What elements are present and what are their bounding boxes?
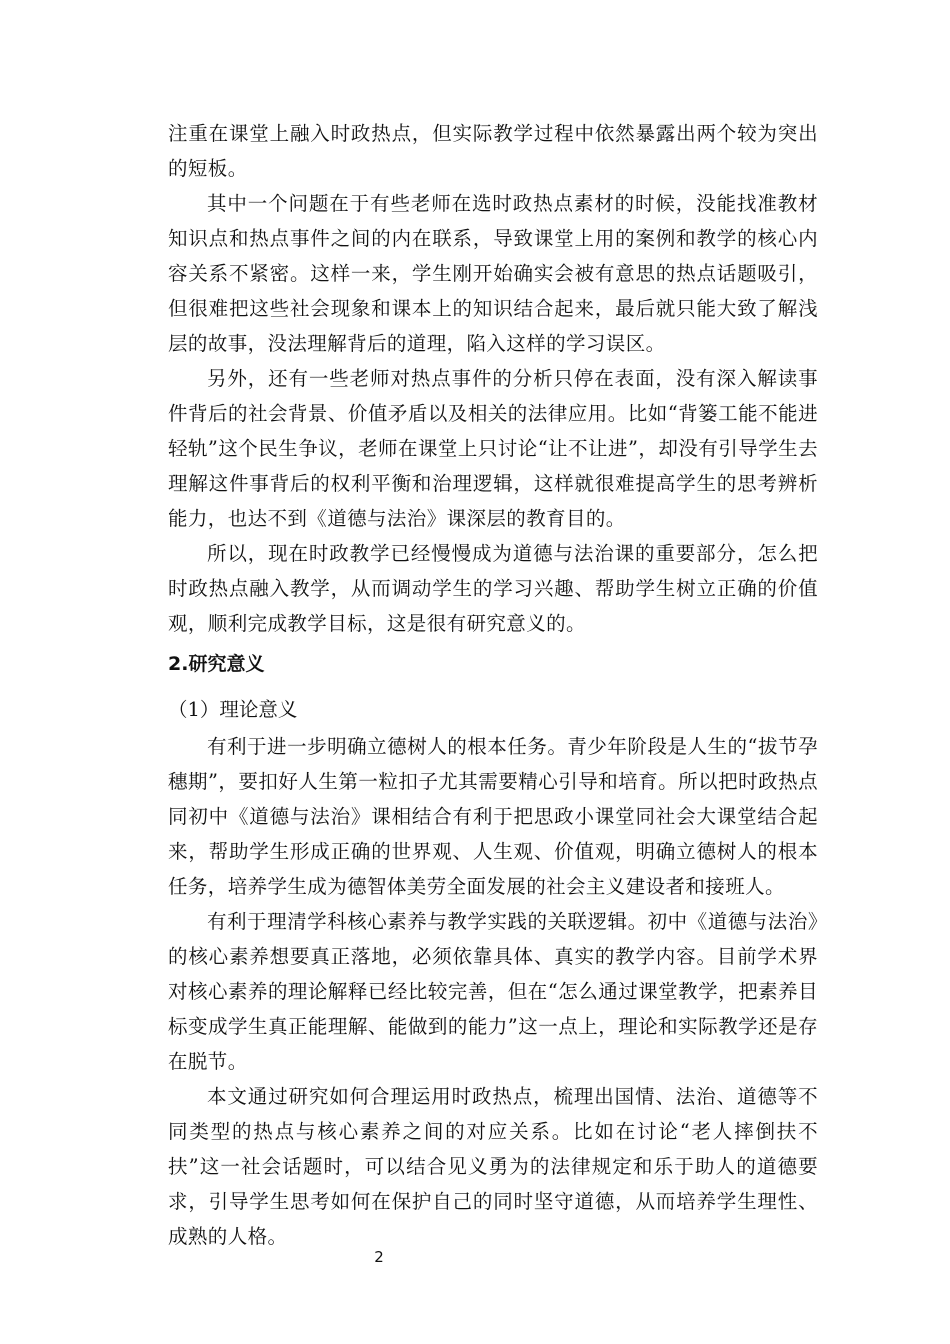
paragraph-conclusion: 所以，现在时政教学已经慢慢成为道德与法治课的重要部分，怎么把时政热点融入教学，从而调动学生的学习兴趣、帮助学生树立正确的价值观，顺利完成教学目标，这是很有研究意义的。 xyxy=(168,542,818,635)
subsection-heading: （1）理论意义 xyxy=(168,698,298,721)
paragraph-theory-three: 本文通过研究如何合理运用时政热点，梳理出国情、法治、道德等不同类型的热点与核心素养之间的对应关系。比如在讨论“老人摔倒扶不扶”这一社会话题时，可以结合见义勇为的法律规定和乐于助人的道德要求，引导学生思考如何在保护自己的同时坚守道德，从而培养学生理性、成熟的人格。 xyxy=(168,1085,818,1248)
page-number: 2 xyxy=(374,1248,384,1266)
paragraph-problem-one: 其中一个问题在于有些老师在选时政热点素材的时候，没能找准教材知识点和热点事件之间的内在联系，导致课堂上用的案例和教学的核心内容关系不紧密。这样一来，学生刚开始确实会被有意思的热点话题吸引，但很难把这些社会现象和课本上的知识结合起来，最后就只能大致了解浅层的故事，没法理解背后的道理，陷入这样的学习误区。 xyxy=(168,192,818,355)
paragraph-theory-two: 有利于理清学科核心素养与教学实践的关联逻辑。初中《道德与法治》的核心素养想要真正落地，必须依靠具体、真实的教学内容。目前学术界对核心素养的理论解释已经比较完善，但在“怎么通过课堂教学，把素养目标变成学生真正能理解、能做到的能力”这一点上，理论和实际教学还是存在脱节。 xyxy=(168,910,818,1073)
paragraph-problem-two: 另外，还有一些老师对热点事件的分析只停在表面，没有深入解读事件背后的社会背景、价值矛盾以及相关的法律应用。比如“背篓工能不能进轻轨”这个民生争议，老师在课堂上只讨论“让不让进”，却没有引导学生去理解这件事背后的权利平衡和治理逻辑，这样就很难提高学生的思考辨析能力，也达不到《道德与法治》课深层的教育目的。 xyxy=(168,367,818,530)
paragraph-theory-one: 有利于进一步明确立德树人的根本任务。青少年阶段是人生的“拔节孕穗期”，要扣好人生第一粒扣子尤其需要精心引导和培育。所以把时政热点同初中《道德与法治》课相结合有利于把思政小课堂同社会大课堂结合起来，帮助学生形成正确的世界观、人生观、价值观，明确立德树人的根本任务，培养学生成为德智体美劳全面发展的社会主义建设者和接班人。 xyxy=(168,735,818,898)
section-heading: 2.研究意义 xyxy=(168,653,265,675)
body-text xyxy=(168,116,818,1254)
paragraph-continuation: 注重在课堂上融入时政热点，但实际教学过程中依然暴露出两个较为突出的短板。 xyxy=(168,122,818,180)
